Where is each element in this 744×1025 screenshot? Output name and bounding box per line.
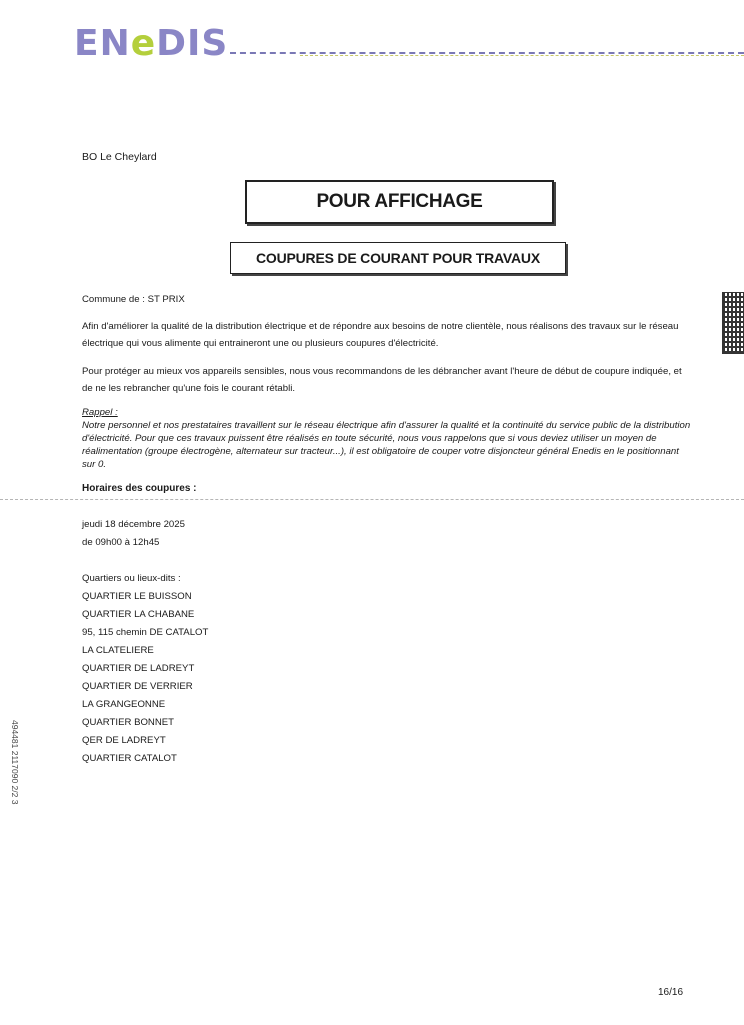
header-rule-secondary: [300, 55, 744, 56]
title-sub: COUPURES DE COURANT POUR TRAVAUX: [230, 242, 566, 274]
list-item: QUARTIER DE LADREYT: [82, 663, 195, 674]
list-item: QUARTIER DE VERRIER: [82, 681, 193, 692]
page-number: 16/16: [658, 987, 684, 998]
qr-code-icon: [722, 292, 744, 354]
title-main: POUR AFFICHAGE: [245, 180, 554, 224]
list-item: QUARTIER LA CHABANE: [82, 609, 195, 620]
intro-paragraph: Afin d'améliorer la qualité de la distribution électrique et de répondre aux besoins de notre clientèle, nous réalisons des travaux sur le réseau électrique qui vous alimente qui entraineront une ou plusieurs coupures d'électricité.: [82, 321, 679, 349]
horaires-title: Horaires des coupures :: [82, 483, 197, 494]
side-reference-code: 494481 2117090 2/2 3: [10, 720, 20, 805]
list-item: QUARTIER LE BUISSON: [82, 591, 192, 602]
schedule-list: [82, 516, 208, 768]
rappel-label: Rappel :: [82, 407, 118, 418]
enedis-logo: ENeDIS: [74, 23, 229, 64]
list-item: 95, 115 chemin DE CATALOT: [82, 627, 209, 638]
outage-time: de 09h00 à 12h45: [82, 537, 160, 548]
list-item: QER DE LADREYT: [82, 735, 166, 746]
quartiers-title: Quartiers ou lieux-dits :: [82, 573, 181, 584]
outage-date: jeudi 18 décembre 2025: [82, 519, 185, 530]
sender: BO Le Cheylard: [82, 151, 157, 163]
list-item: QUARTIER BONNET: [82, 717, 175, 728]
commune: Commune de : ST PRIX: [82, 294, 185, 305]
header-rule: [230, 52, 744, 54]
advice-paragraph: Pour protéger au mieux vos appareils sensibles, nous vous recommandons de les débrancher avant l'heure de début de coupure indiquée, et de ne les rebrancher qu'une fois le courant rétabli.: [82, 366, 682, 394]
rappel-block: [82, 406, 692, 471]
list-item: QUARTIER CATALOT: [82, 753, 177, 764]
list-item: LA CLATELIERE: [82, 645, 154, 656]
scan-divider: [0, 499, 744, 500]
list-item: LA GRANGEONNE: [82, 699, 166, 710]
rappel-text: Notre personnel et nos prestataires travaillent sur le réseau électrique afin d'assurer la qualité et la continuité du service public de la distribution d'électricité. Pour que ces travaux puissent être réalisés en toute sécurité, nous vous rappelons que si vous deviez utiliser un moyen de réalimentation (groupe électrogène, alternateur sur tracteur...), il est obligatoire de couper votre disjoncteur général Enedis en le positionnant sur 0.: [82, 420, 691, 470]
